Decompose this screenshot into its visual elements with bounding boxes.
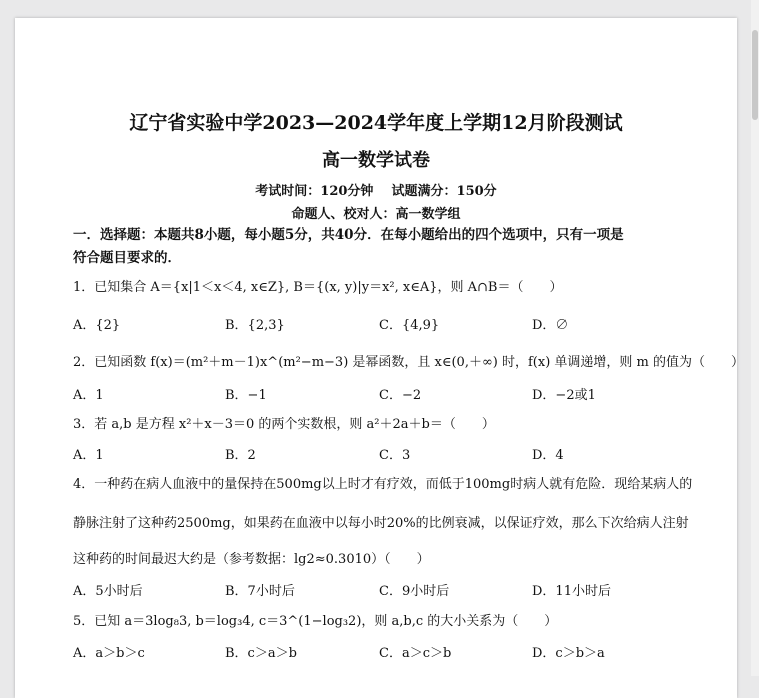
question-4-option-d: D．11小时后 — [532, 584, 611, 599]
question-3-option-d: D．4 — [532, 448, 564, 463]
question-2-option-a: A．1 — [73, 388, 104, 403]
question-3-option-a: A．1 — [73, 448, 104, 463]
question-4-text-line2: 静脉注射了这种药2500mg，如果药在血液中以每小时20%的比例衰减，以保证疗效，那么下次给病人注射 — [73, 516, 689, 531]
question-4-option-b: B．7小时后 — [225, 584, 295, 599]
question-5-option-b: B．c＞a＞b — [225, 646, 297, 661]
question-2-option-c: C．−2 — [379, 388, 422, 403]
question-5-text: 5．已知 a＝3log₈3, b＝log₃4, c＝3^(1−log₃2)，则 a,b,c 的大小关系为（ ） — [73, 614, 558, 629]
exam-info: 考试时间：120分钟 试题满分：150分 — [255, 184, 497, 199]
question-4-option-a: A．5小时后 — [73, 584, 143, 599]
question-2-option-d: D．−2或1 — [532, 388, 596, 403]
question-5-option-a: A．a＞b＞c — [73, 646, 145, 661]
question-4-text-line3: 这种药的时间最迟大约是（参考数据：lg2≈0.3010）（ ） — [73, 552, 430, 567]
scrollbar-thumb[interactable] — [752, 30, 758, 120]
question-3-text: 3．若 a,b 是方程 x²＋x－3＝0 的两个实数根，则 a²＋2a＋b＝（ ） — [73, 417, 495, 432]
question-2-text: 2．已知函数 f(x)＝(m²＋m－1)x^(m²−m−3) 是幂函数，且 x∈(0,＋∞) 时，f(x) 单调递增，则 m 的值为（ ） — [73, 355, 744, 370]
question-1-option-d: D．∅ — [532, 318, 569, 333]
document-page — [15, 18, 744, 698]
question-1-option-b: B．{2,3} — [225, 318, 285, 333]
section-heading-line2: 符合题目要求的． — [73, 250, 181, 266]
question-1-text: 1．已知集合 A＝{x|1＜x＜4, x∈Z}, B＝{(x, y)|y＝x², x∈A}，则 A∩B＝（ ） — [73, 280, 563, 295]
question-1-option-a: A．{2} — [73, 318, 121, 333]
exam-title: 辽宁省实验中学2023—2024学年度上学期12月阶段测试 — [129, 112, 623, 134]
question-5-option-c: C．a＞c＞b — [379, 646, 452, 661]
section-heading-line1: 一．选择题：本题共8小题，每小题5分，共40分．在每小题给出的四个选项中，只有一项是 — [73, 227, 624, 243]
question-2-option-b: B．−1 — [225, 388, 267, 403]
question-5-option-d: D．c＞b＞a — [532, 646, 605, 661]
question-1-option-c: C．{4,9} — [379, 318, 440, 333]
question-4-text-line1: 4．一种药在病人血液中的量保持在500mg以上时才有疗效，而低于100mg时病人就有危险．现给某病人的 — [73, 477, 693, 492]
question-3-option-c: C．3 — [379, 448, 411, 463]
vertical-scrollbar[interactable] — [751, 0, 759, 676]
question-3-option-b: B．2 — [225, 448, 256, 463]
question-4-option-c: C．9小时后 — [379, 584, 450, 599]
exam-authors: 命题人、校对人：高一数学组 — [291, 207, 461, 222]
exam-subtitle: 高一数学试卷 — [322, 150, 430, 171]
